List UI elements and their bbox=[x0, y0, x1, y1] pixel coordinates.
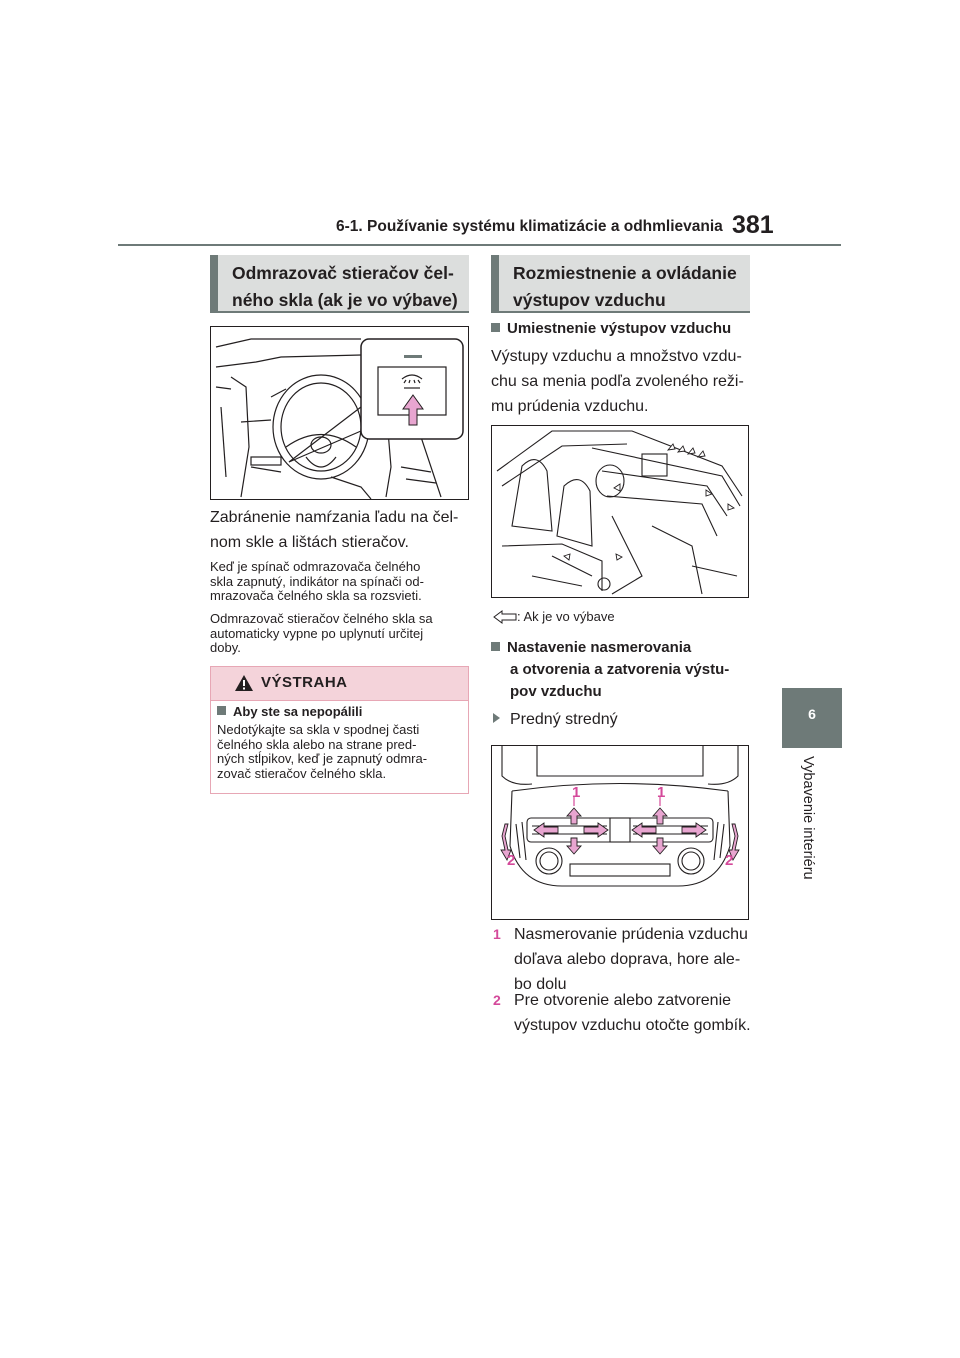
left-paragraph-line1: Zabránenie namŕzania ľadu na čel- bbox=[210, 509, 459, 526]
note2-line3: doby. bbox=[210, 640, 241, 655]
dashboard-illustration bbox=[211, 327, 468, 499]
numbered-item-1 bbox=[493, 922, 763, 997]
warning-triangle-icon bbox=[234, 674, 254, 692]
figure-label-2-left: 2 bbox=[507, 852, 516, 869]
right-paragraph bbox=[491, 344, 756, 419]
direction-arrows-left bbox=[534, 808, 608, 854]
left-section-heading bbox=[210, 255, 469, 313]
left-paragraph-line2: nom skle a lištách stieračov. bbox=[210, 534, 409, 551]
vent-arrow-legend-icon bbox=[493, 610, 517, 624]
warning-line1: Nedotýkajte sa skla v spodnej časti bbox=[217, 722, 420, 737]
subheading-adjust-line3: pov vzduchu bbox=[510, 683, 602, 700]
warning-line3: ných stĺpikov, keď je zapnutý odmra- bbox=[217, 751, 428, 766]
figure-label-2-right: 2 bbox=[725, 852, 734, 869]
numbered-item-2 bbox=[493, 988, 763, 1038]
item-1-number: 1 bbox=[493, 926, 501, 942]
chapter-number: 6 bbox=[808, 706, 816, 722]
warning-line4: zovač stieračov čelného skla. bbox=[217, 765, 387, 781]
item-1-line1: Nasmerovanie prúdenia vzduchu bbox=[514, 926, 748, 943]
item-1-line3: bo dolu bbox=[514, 976, 567, 993]
subheading-adjust bbox=[491, 637, 759, 703]
chapter-label: Vybavenie interiéru bbox=[800, 756, 816, 880]
left-heading-line2: ného skla (ak je vo výbave) bbox=[232, 290, 458, 310]
left-note-1 bbox=[210, 560, 472, 604]
note2-line1: Odmrazovač stieračov čelného skla sa bbox=[210, 611, 433, 626]
subheading-adjust-line1: Nastavenie nasmerovania bbox=[507, 639, 692, 656]
right-para-line3: mu prúdenia vzduchu. bbox=[491, 398, 649, 415]
center-vents-illustration bbox=[492, 746, 748, 919]
warning-title: VÝSTRAHA bbox=[261, 674, 348, 691]
note1-line3: mrazovača čelného skla sa rozsvieti. bbox=[210, 588, 422, 603]
vent-arrow-icons bbox=[564, 444, 734, 560]
note2-line2: automaticky vypne po uplynutí určitej bbox=[210, 625, 424, 641]
warning-line2: čelného skla alebo na strane pred- bbox=[217, 736, 417, 752]
car-interior-illustration bbox=[492, 426, 748, 597]
right-para-line2: chu sa menia podľa zvoleného reži- bbox=[491, 373, 744, 390]
section-title: 6-1. Používanie systému klimatizácie a odhmlievania bbox=[336, 218, 723, 235]
note1-line1: Keď je spínač odmrazovača čelného bbox=[210, 559, 421, 574]
item-2-line1: Pre otvorenie alebo zatvorenie bbox=[514, 992, 732, 1009]
triangle-bullet-icon bbox=[493, 713, 500, 723]
item-1-line2: doľava alebo doprava, hore ale- bbox=[514, 951, 741, 968]
warning-subtitle: Aby ste sa nepopálili bbox=[233, 704, 363, 719]
square-bullet-icon bbox=[491, 323, 500, 332]
front-center-bullet-text: Predný stredný bbox=[510, 711, 618, 728]
right-heading-line2: výstupov vzduchu bbox=[513, 290, 666, 310]
item-2-number: 2 bbox=[493, 992, 501, 1008]
right-heading-line1: Rozmiestnenie a ovládanie bbox=[513, 263, 737, 283]
warning-body bbox=[217, 723, 467, 781]
square-bullet-icon bbox=[217, 706, 226, 715]
subheading-vent-location bbox=[491, 318, 731, 340]
warning-title-bar bbox=[211, 667, 468, 701]
page-number: 381 bbox=[732, 211, 774, 239]
vent-legend bbox=[493, 609, 615, 624]
right-section-heading bbox=[491, 255, 750, 313]
header-rule bbox=[118, 244, 841, 246]
warning-subtitle-row bbox=[217, 704, 362, 719]
vent-locations-figure bbox=[491, 425, 749, 598]
square-bullet-icon bbox=[491, 642, 500, 651]
left-heading-line1: Odmrazovač stieračov čel- bbox=[232, 263, 454, 283]
vent-legend-text: : Ak je vo výbave bbox=[517, 609, 615, 624]
subheading-adjust-line2: a otvorenia a zatvorenia výstu- bbox=[510, 661, 730, 678]
figure-label-1-right: 1 bbox=[657, 784, 666, 801]
right-para-line1: Výstupy vzduchu a množstvo vzdu- bbox=[491, 348, 742, 365]
left-paragraph bbox=[210, 505, 472, 555]
note1-line2: skla zapnutý, indikátor na spínači od- bbox=[210, 573, 424, 589]
chapter-label-wrap bbox=[800, 756, 824, 916]
defogger-switch-figure bbox=[210, 326, 469, 500]
subheading-vent-location-text: Umiestnenie výstupov vzduchu bbox=[507, 320, 732, 337]
warning-box bbox=[210, 666, 469, 794]
direction-arrows-right bbox=[632, 808, 706, 854]
front-center-bullet bbox=[493, 707, 618, 732]
front-center-vents-figure bbox=[491, 745, 749, 920]
item-2-line2: výstupov vzduchu otočte gombík. bbox=[514, 1017, 751, 1034]
left-note-2 bbox=[210, 612, 472, 656]
figure-label-1-left: 1 bbox=[572, 784, 581, 801]
